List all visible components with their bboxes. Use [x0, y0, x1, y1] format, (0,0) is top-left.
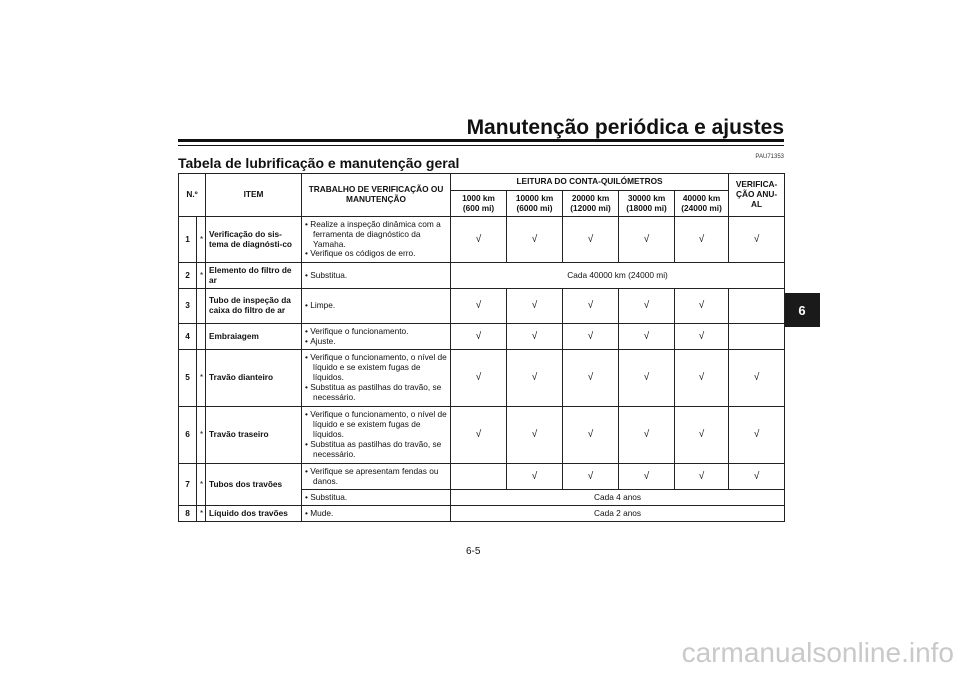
table-header-row: [179, 174, 785, 191]
row-work-description: [302, 324, 451, 350]
row-number: 3: [179, 289, 197, 324]
header-odometer: LEITURA DO CONTA-QUILÓMETROS: [451, 174, 729, 191]
header-interval-3: 30000 km (18000 mi): [619, 191, 675, 217]
row-work-description: [302, 263, 451, 289]
check-cell: √: [563, 407, 619, 464]
row-number: 2: [179, 263, 197, 289]
watermark: carmanualsonline.info: [681, 637, 954, 668]
row-work-description: [302, 464, 451, 490]
check-cell: √: [451, 217, 507, 263]
check-cell: √: [563, 464, 619, 490]
check-cell: √: [507, 464, 563, 490]
section-title: Tabela de lubrificação e manutenção geral: [178, 155, 460, 171]
check-cell: √: [675, 407, 729, 464]
row-number: 5: [179, 350, 197, 407]
row-item-name: Travão dianteiro: [206, 350, 302, 407]
header-interval-0: 1000 km (600 mi): [451, 191, 507, 217]
work-step: • Substitua as pastilhas do travão, se necessário.: [305, 383, 447, 403]
work-list: [305, 327, 447, 347]
row-special-mark: *: [197, 464, 206, 506]
check-cell: √: [675, 324, 729, 350]
page-number: 6-5: [466, 546, 481, 557]
check-cell: √: [507, 407, 563, 464]
row-special-mark: *: [197, 217, 206, 263]
row-work-description: [302, 289, 451, 324]
table-row: [179, 217, 785, 263]
check-cell: √: [675, 350, 729, 407]
row-special-mark: *: [197, 506, 206, 522]
check-cell: √: [619, 324, 675, 350]
row-number: 8: [179, 506, 197, 522]
row-special-mark: *: [197, 263, 206, 289]
work-list: [305, 353, 447, 403]
row-number: 4: [179, 324, 197, 350]
check-cell: [729, 324, 785, 350]
row-item-name: Tubos dos travões: [206, 464, 302, 506]
work-list: [305, 271, 447, 281]
check-cell: √: [507, 350, 563, 407]
check-cell: √: [507, 324, 563, 350]
row-work-description: [302, 490, 451, 506]
row-interval-text: Cada 4 anos: [451, 490, 785, 506]
row-item-name: Verificação do sis-tema de diagnósti-co: [206, 217, 302, 263]
work-step: • Verifique se apresentam fendas ou danos.: [305, 467, 447, 487]
check-cell: √: [619, 464, 675, 490]
header-interval-1: 10000 km (6000 mi): [507, 191, 563, 217]
row-item-name: Líquido dos travões: [206, 506, 302, 522]
row-work-description: [302, 217, 451, 263]
check-cell: √: [619, 217, 675, 263]
work-step: • Limpe.: [305, 301, 447, 311]
table-row: [179, 350, 785, 407]
table-row: [179, 263, 785, 289]
check-cell: √: [451, 289, 507, 324]
check-cell: √: [675, 217, 729, 263]
row-number: 6: [179, 407, 197, 464]
chapter-tab: 6: [784, 293, 820, 327]
row-special-mark: *: [197, 407, 206, 464]
check-cell: √: [563, 289, 619, 324]
header-num: N.º: [179, 174, 206, 217]
row-item-name: Elemento do filtro de ar: [206, 263, 302, 289]
work-step: • Realize a inspeção dinâmica com a ferramenta de diagnóstico da Yamaha.: [305, 220, 447, 250]
row-item-name: Tubo de inspeção da caixa do filtro de ar: [206, 289, 302, 324]
work-list: [305, 509, 447, 519]
row-work-description: [302, 506, 451, 522]
row-interval-text: Cada 2 anos: [451, 506, 785, 522]
header-interval-2: 20000 km (12000 mi): [563, 191, 619, 217]
check-cell: √: [675, 289, 729, 324]
check-cell: √: [619, 350, 675, 407]
work-step: • Verifique o funcionamento, o nível de líquido e se existem fugas de líquidos.: [305, 353, 447, 383]
header-item: ITEM: [206, 174, 302, 217]
row-work-description: [302, 350, 451, 407]
check-cell: √: [729, 464, 785, 490]
header-work: TRABALHO DE VERIFICAÇÃO OU MANUTENÇÃO: [302, 174, 451, 217]
check-cell: √: [675, 464, 729, 490]
work-step: • Verifique o funcionamento.: [305, 327, 447, 337]
header-rule-thick: [178, 139, 784, 142]
row-special-mark: [197, 289, 206, 324]
check-cell: √: [451, 324, 507, 350]
table-row: [179, 289, 785, 324]
work-step: • Verifique o funcionamento, o nível de líquido e se existem fugas de líquidos.: [305, 410, 447, 440]
table-row: [179, 324, 785, 350]
check-cell: √: [507, 217, 563, 263]
row-number: 1: [179, 217, 197, 263]
page-header-title: Manutenção periódica e ajustes: [466, 116, 784, 139]
row-work-description: [302, 407, 451, 464]
work-list: [305, 220, 447, 260]
table-row: [179, 464, 785, 490]
check-cell: √: [619, 289, 675, 324]
check-cell: √: [563, 324, 619, 350]
row-special-mark: *: [197, 350, 206, 407]
table-row: [179, 407, 785, 464]
check-cell: √: [729, 407, 785, 464]
check-cell: [451, 464, 507, 490]
work-step: • Substitua as pastilhas do travão, se necessário.: [305, 440, 447, 460]
work-step: • Verifique os códigos de erro.: [305, 249, 447, 259]
check-cell: √: [619, 407, 675, 464]
check-cell: √: [451, 350, 507, 407]
check-cell: √: [729, 350, 785, 407]
row-item-name: Travão traseiro: [206, 407, 302, 464]
row-interval-text: Cada 40000 km (24000 mi): [451, 263, 785, 289]
row-special-mark: [197, 324, 206, 350]
check-cell: √: [507, 289, 563, 324]
row-number: 7: [179, 464, 197, 506]
check-cell: [729, 289, 785, 324]
check-cell: √: [563, 217, 619, 263]
work-step: • Mude.: [305, 509, 447, 519]
work-step: • Substitua.: [305, 493, 447, 503]
table-row: [179, 506, 785, 522]
work-list: [305, 467, 447, 487]
work-step: • Ajuste.: [305, 337, 447, 347]
maintenance-table: [178, 173, 785, 522]
header-interval-4: 40000 km (24000 mi): [675, 191, 729, 217]
check-cell: √: [451, 407, 507, 464]
work-list: [305, 301, 447, 311]
check-cell: √: [563, 350, 619, 407]
header-rule-thin: [178, 145, 784, 146]
work-step: • Substitua.: [305, 271, 447, 281]
work-list: [305, 410, 447, 460]
row-item-name: Embraiagem: [206, 324, 302, 350]
work-list: [305, 493, 447, 503]
document-code: PAU71353: [755, 154, 784, 160]
header-annual-check: VERIFICA-ÇÃO ANU-AL: [729, 174, 785, 217]
check-cell: √: [729, 217, 785, 263]
